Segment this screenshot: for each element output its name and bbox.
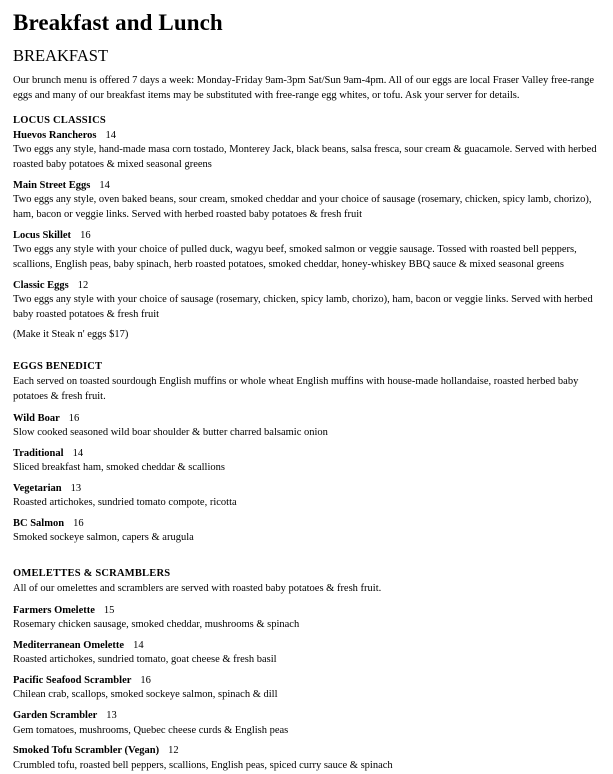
menu-item (13, 179, 600, 223)
section-heading: OMELETTES & SCRAMBLERS (13, 568, 171, 580)
menu-item-name: Smoked Tofu Scrambler (Vegan) (13, 745, 160, 757)
menu-item-description: Two eggs any style with your choice of sausage (rosemary, chicken, spicy lamb, chorizo), ham, bacon or veggie links. Served with herbed baby roasted potatoes & fresh fruit (13, 294, 593, 321)
menu-section-eggs-benedict (13, 361, 600, 546)
menu-item-description: Roasted artichokes, sundried tomato compote, ricotta (13, 497, 237, 509)
menu-item-name: Vegetarian (13, 483, 62, 495)
section-note: All of our omelettes and scramblers are served with roasted baby potatoes & fresh fruit. (13, 583, 382, 595)
section-spacer (13, 349, 600, 361)
menu-item-description: Smoked sockeye salmon, capers & arugula (13, 532, 194, 544)
menu-item-name: Wild Boar (13, 412, 60, 424)
menu-item-price: 13 (106, 710, 117, 722)
menu-item-description: Sliced breakfast ham, smoked cheddar & scallions (13, 462, 225, 474)
menu-item-description: Two eggs any style, oven baked beans, sour cream, smoked cheddar and your choice of sausage (rosemary, chicken, spicy lamb, chorizo), ham, bacon or veggie links. Served with herbed roasted baby potatoes & fresh fruit (13, 194, 592, 221)
menu-item-price: 14 (72, 447, 84, 459)
menu-item-name: Classic Eggs (13, 280, 69, 292)
menu-item-description: Rosemary chicken sausage, smoked cheddar, mushrooms & spinach (13, 619, 300, 631)
menu-item-addon: (Make it Steak n' eggs $17) (13, 329, 129, 341)
page-title: Breakfast and Lunch (13, 10, 223, 35)
menu-item-head (13, 517, 600, 531)
meal-heading: BREAKFAST (13, 46, 109, 66)
menu-item (13, 412, 600, 441)
menu-item-name: Main Street Eggs (13, 180, 91, 192)
menu-item (13, 604, 600, 633)
menu-item (13, 674, 600, 703)
menu-item-head (13, 709, 600, 723)
section-heading: LOCUS CLASSICS (13, 115, 106, 127)
menu-item-name: Mediterranean Omelette (13, 640, 125, 652)
menu-item-name: Huevos Rancheros (13, 130, 97, 142)
menu-item-description: Chilean crab, scallops, smoked sockeye salmon, spinach & dill (13, 689, 278, 701)
menu-section-locus-classics (13, 115, 600, 343)
menu-item-price: 14 (99, 180, 110, 192)
menu-intro: Our brunch menu is offered 7 days a week: Monday-Friday 9am-3pm Sat/Sun 9am-4pm. All of our eggs are local Fraser Valley free-range eggs and many of our breakfast items may be substituted with free-range egg whites, or tofu. Ask your server for details. (13, 75, 595, 102)
menu-item (13, 229, 600, 273)
menu-item-price: 15 (103, 605, 115, 617)
menu-item (13, 482, 600, 511)
menu-item-description: Roasted artichokes, sundried tomato, goat cheese & fresh basil (13, 654, 277, 666)
menu-item (13, 744, 600, 773)
menu-item-price: 16 (73, 518, 84, 530)
menu-item-head (13, 279, 600, 293)
menu-item-name: BC Salmon (13, 518, 65, 530)
menu-item-head (13, 447, 600, 461)
menu-item-description: Crumbled tofu, roasted bell peppers, scallions, English peas, spiced curry sauce & spinach (13, 759, 393, 771)
menu-item-name: Traditional (13, 447, 64, 459)
menu-item-price: 14 (105, 130, 117, 142)
menu-item-price: 16 (68, 412, 80, 424)
section-spacer (13, 552, 600, 568)
menu-item-price: 12 (77, 280, 89, 292)
menu-item-price: 16 (140, 675, 151, 687)
menu-item (13, 279, 600, 343)
section-note: Each served on toasted sourdough English muffins or whole wheat English muffins with house-made hollandaise, roasted herbed baby potatoes & fresh fruit. (13, 376, 579, 402)
section-heading: EGGS BENEDICT (13, 361, 103, 373)
menu-item-name: Garden Scrambler (13, 710, 98, 722)
menu-item-head (13, 744, 600, 758)
menu-item-head (13, 639, 600, 653)
menu-item-price: 12 (168, 745, 179, 757)
menu-item (13, 447, 600, 476)
menu-item (13, 517, 600, 546)
menu-item-head (13, 129, 600, 143)
menu-item-description: Two eggs any style with your choice of pulled duck, wagyu beef, smoked salmon or veggie sausage. Tossed with roasted bell peppers, scallions, English peas, baby spinach, herb roasted potatoes, smoked cheddar, honey-whiskey BBQ sauce & mixed seasonal greens (13, 244, 577, 271)
menu-item-head (13, 229, 600, 243)
menu-item-head (13, 412, 600, 426)
menu-item-name: Pacific Seafood Scrambler (13, 675, 132, 687)
menu-item-price: 14 (133, 640, 144, 652)
menu-item-price: 13 (70, 483, 82, 495)
menu-item (13, 709, 600, 738)
menu-item (13, 129, 600, 173)
menu-item-head (13, 179, 600, 193)
menu-item-description: Gem tomatoes, mushrooms, Quebec cheese curds & English peas (13, 724, 289, 736)
menu-item-price: 16 (80, 230, 91, 242)
menu-item-name: Locus Skillet (13, 230, 72, 242)
menu-item-description: Slow cooked seasoned wild boar shoulder & butter charred balsamic onion (13, 427, 328, 439)
menu-item-head (13, 604, 600, 618)
menu-section-omelettes-scramblers (13, 568, 600, 773)
menu-item-name: Farmers Omelette (13, 605, 95, 617)
menu-item-description: Two eggs any style, hand-made masa corn tostado, Monterey Jack, black beans, salsa fresca, sour cream & guacamole. Served with herbed roasted baby potatoes & mixed seasonal greens (13, 144, 597, 171)
menu-item-head (13, 674, 600, 688)
menu-item (13, 639, 600, 668)
menu-item-head (13, 482, 600, 496)
